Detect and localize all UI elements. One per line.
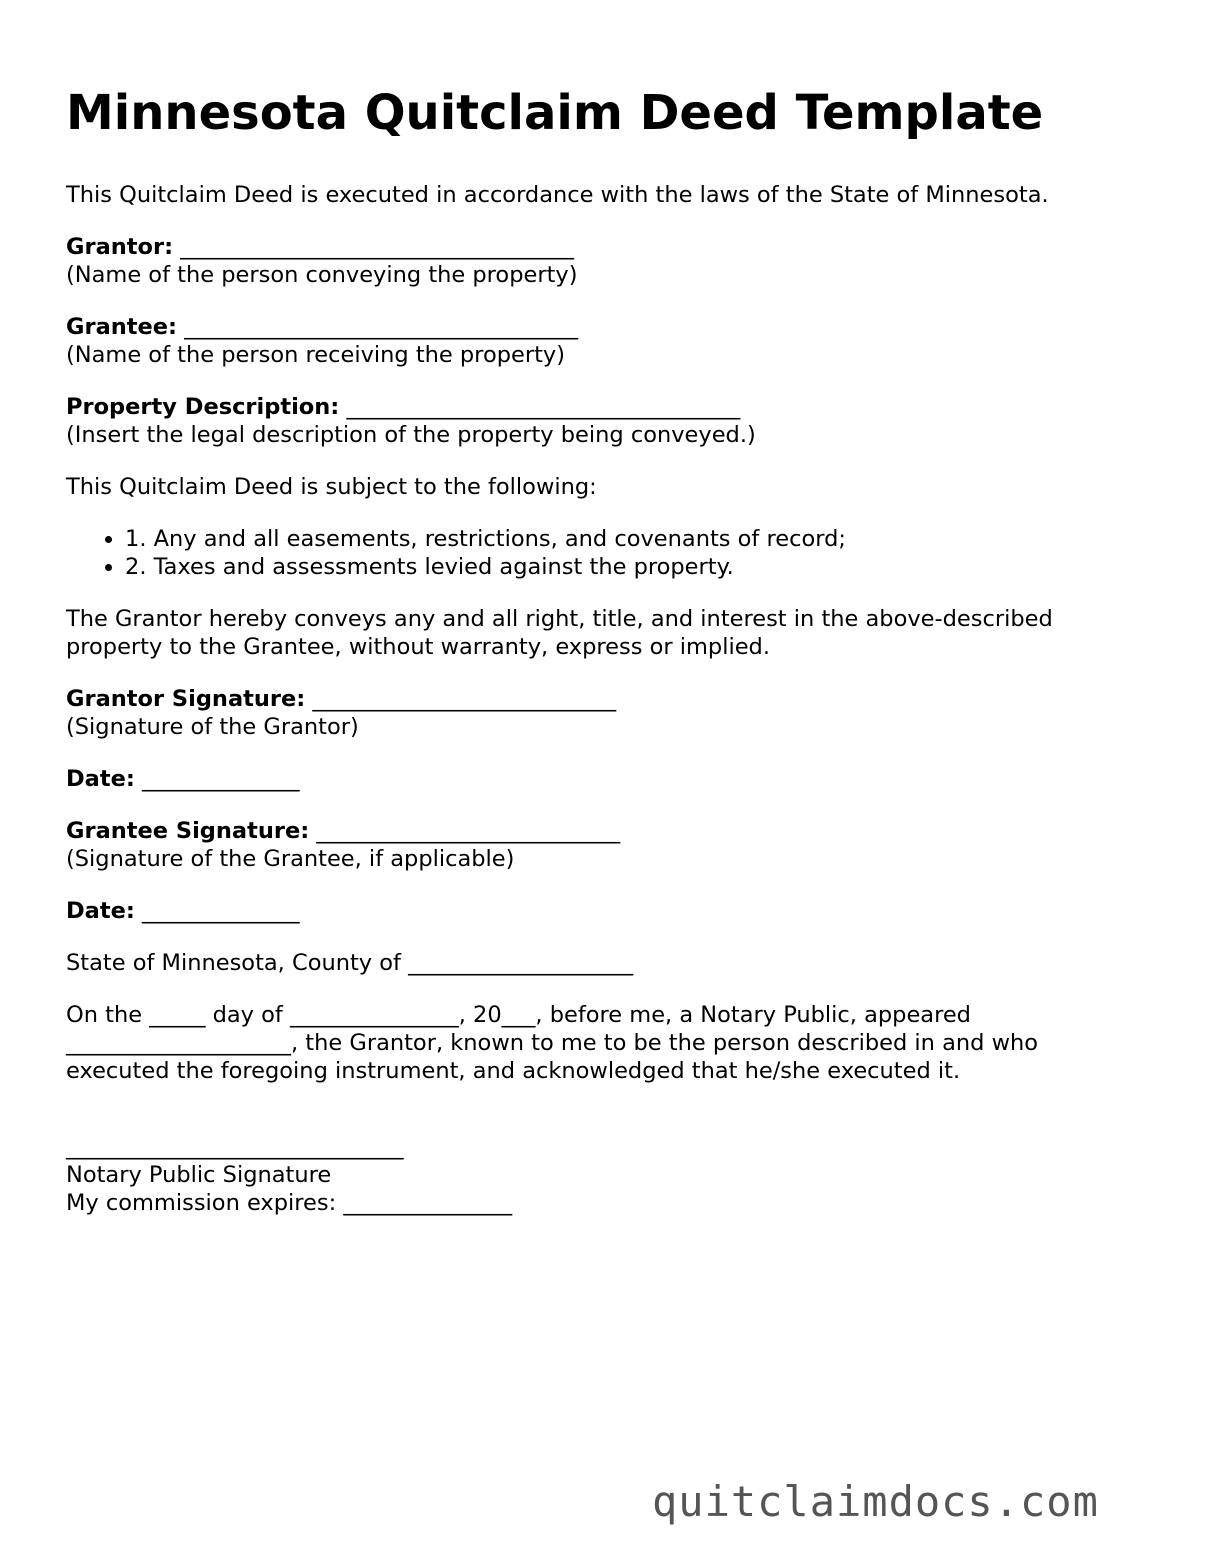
grantee-blank: ___________________________________: [184, 314, 578, 340]
grantor-date-blank: ______________: [142, 766, 300, 792]
list-item: • 2. Taxes and assessments levied against the property.: [125, 553, 1146, 581]
notary-signature-block: [66, 1133, 1146, 1217]
notary-acknowledgment: [66, 1001, 1146, 1085]
grantee-note: (Name of the person receiving the property): [66, 342, 565, 368]
spacer: [66, 1109, 1146, 1133]
notary-line-3: executed the foregoing instrument, and acknowledged that he/she executed it.: [66, 1058, 961, 1084]
grantee-signature-note: (Signature of the Grantee, if applicable): [66, 846, 515, 872]
notary-signature-label: Notary Public Signature: [66, 1162, 332, 1188]
grantor-note: (Name of the person conveying the property): [66, 262, 578, 288]
grantor-signature-note: (Signature of the Grantor): [66, 714, 359, 740]
grantee-date-field: [66, 897, 1146, 925]
grantee-signature-blank: ___________________________: [316, 818, 621, 844]
conveyance-text: The Grantor hereby conveys any and all right, title, and interest in the above-described property to the Grantee, without warranty, express or implied.: [66, 606, 1053, 660]
grantee-date-blank: ______________: [142, 898, 300, 924]
subject-list: [66, 525, 1146, 581]
grantee-signature-label: Grantee Signature:: [66, 818, 310, 844]
grantor-field: [66, 233, 1146, 289]
grantee-field: [66, 313, 1146, 369]
grantor-label: Grantor:: [66, 234, 174, 260]
property-description-note: (Insert the legal description of the property being conveyed.): [66, 422, 756, 448]
subject-intro: This Quitclaim Deed is subject to the following:: [66, 474, 597, 500]
grantor-blank: ___________________________________: [180, 234, 574, 260]
page-title: Minnesota Quitclaim Deed Template: [66, 85, 1044, 141]
grantor-signature-label: Grantor Signature:: [66, 686, 306, 712]
commission-expires-line: My commission expires: _______________: [66, 1190, 513, 1216]
grantor-date-label: Date:: [66, 766, 135, 792]
notary-signature-blank: ______________________________: [66, 1134, 404, 1160]
property-description-field: [66, 393, 1146, 449]
county-line: State of Minnesota, County of ____________________: [66, 950, 634, 976]
property-description-blank: ___________________________________: [346, 394, 741, 420]
watermark: quitclaimdocs.com: [652, 1477, 1099, 1526]
property-description-label: Property Description:: [66, 394, 340, 420]
notary-line-2: ____________________, the Grantor, known to me to be the person described in and who: [66, 1030, 1039, 1056]
grantor-signature-blank: ___________________________: [312, 686, 617, 712]
intro-text: This Quitclaim Deed is executed in accordance with the laws of the State of Minnesota.: [66, 182, 1049, 208]
grantee-label: Grantee:: [66, 314, 178, 340]
grantor-signature-field: [66, 685, 1146, 741]
grantor-date-field: [66, 765, 1146, 793]
list-item: • 1. Any and all easements, restrictions, and covenants of record;: [125, 525, 1146, 553]
grantee-date-label: Date:: [66, 898, 135, 924]
notary-line-1: On the _____ day of _______________, 20___, before me, a Notary Public, appeared: [66, 1002, 971, 1028]
grantee-signature-field: [66, 817, 1146, 873]
document: [66, 82, 1146, 1241]
